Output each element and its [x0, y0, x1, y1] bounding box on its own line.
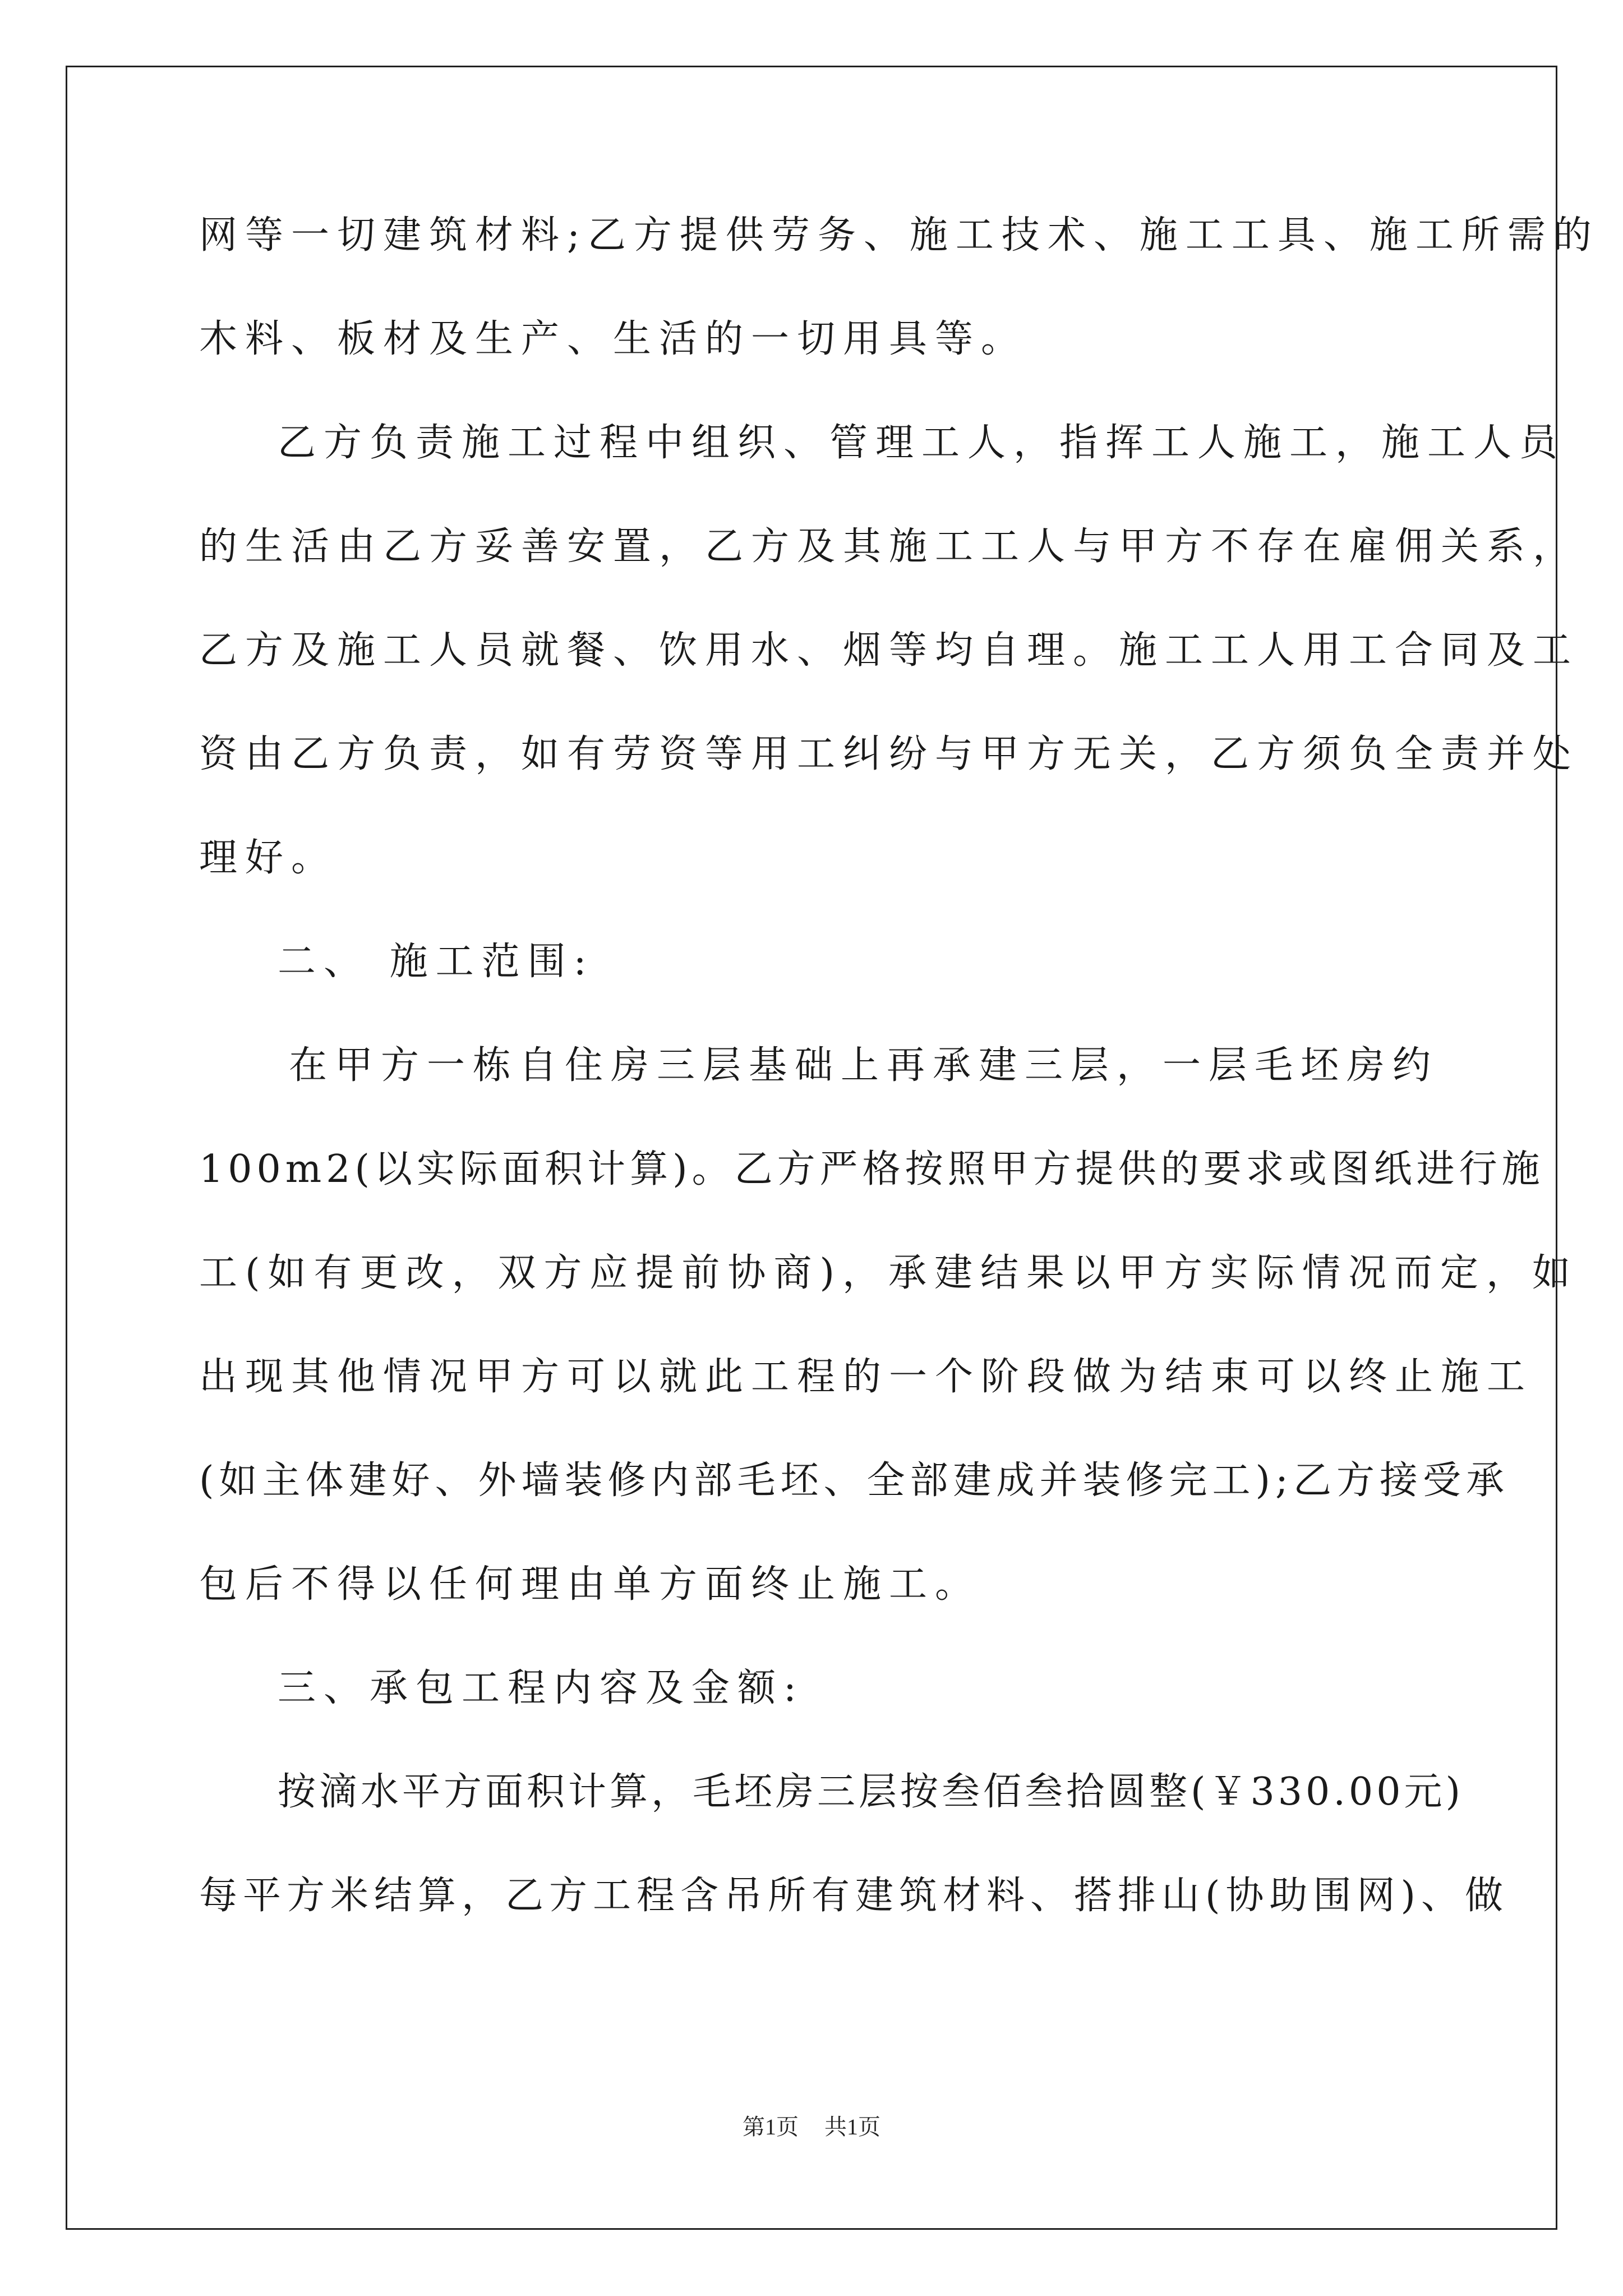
text-line: 在甲方一栋自住房三层基础上再承建三层，一层毛坯房约: [289, 1043, 1439, 1088]
text-line: 理好。: [199, 836, 338, 880]
text-line: 出现其他情况甲方可以就此工程的一个阶段做为结束可以终止施工: [199, 1355, 1533, 1399]
section-heading: 二、 施工范围:: [278, 940, 594, 984]
text-line: 100m2(以实际面积计算)。乙方严格按照甲方提供的要求或图纸进行施: [199, 1147, 1544, 1191]
page-number-total: 共1页: [824, 2114, 880, 2139]
text-line: 乙方负责施工过程中组织、管理工人，指挥工人施工，施工人员: [278, 421, 1566, 465]
text-line: 按滴水平方面积计算，毛坯房三层按叁佰叁拾圆整(￥330.00元): [278, 1770, 1464, 1814]
text-line: 包后不得以任何理由单方面终止施工。: [199, 1562, 981, 1607]
text-line: 乙方及施工人员就餐、饮用水、烟等均自理。施工工人用工合同及工: [199, 628, 1579, 673]
section-heading: 三、承包工程内容及金额:: [278, 1666, 804, 1710]
text-line: 网等一切建筑材料;乙方提供劳务、施工技术、施工工具、施工所需的: [199, 213, 1599, 257]
page-footer: [0, 2110, 1623, 2144]
text-line: (如主体建好、外墙装修内部毛坯、全部建成并装修完工);乙方接受承: [199, 1458, 1509, 1503]
text-line: 资由乙方负责，如有劳资等用工纠纷与甲方无关，乙方须负全责并处: [199, 732, 1579, 776]
text-line: 的生活由乙方妥善安置，乙方及其施工工人与甲方不存在雇佣关系，: [199, 524, 1579, 569]
text-line: 木料、板材及生产、生活的一切用具等。: [199, 317, 1027, 361]
page-number-current: 第1页: [743, 2114, 799, 2139]
text-line: 每平方米结算，乙方工程含吊所有建筑材料、搭排山(协助围网)、做: [199, 1874, 1509, 1918]
text-line: 工(如有更改，双方应提前协商)，承建结果以甲方实际情况而定，如: [199, 1251, 1579, 1295]
